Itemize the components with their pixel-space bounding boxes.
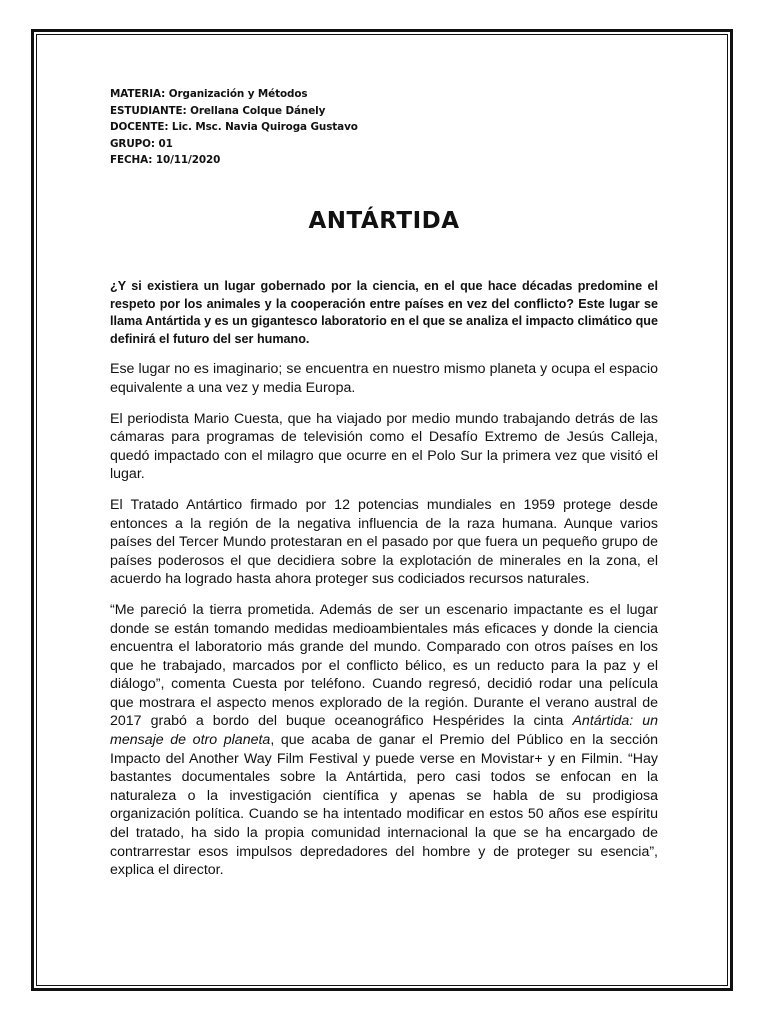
header-materia: MATERIA: Organización y Métodos	[110, 88, 308, 100]
document-body	[110, 278, 658, 892]
header-estudiante: ESTUDIANTE: Orellana Colque Dánely	[110, 104, 326, 117]
header-docente: DOCENTE: Lic. Msc. Navia Quiroga Gustavo	[110, 121, 358, 134]
quote-text-before: “Me pareció la tierra prometida. Además de ser un escenario impactante es el lugar donde se están tomando medidas medioambientales más eficaces y donde la ciencia encuentra el laboratorio más grande del mundo. Comparado con otros países en los que he trabajado, marcados por el conflicto bélico, es un reducto para la paz y el diálogo”, comenta Cuesta por teléfono. Cuando regresó, decidió rodar una película que mostrara el aspecto menos explorado de la región. Durante el verano austral de 2017 grabó a bordo del buque oceanográfico Hespérides la cinta	[110, 601, 658, 730]
film-title: Antártida: un mensaje de otro planeta	[110, 713, 658, 749]
header-grupo: GRUPO: 01	[110, 137, 173, 150]
paragraph-3: El Tratado Antártico firmado por 12 potencias mundiales en 1959 protege desde entonces a la región de la negativa influencia de la raza humana. Aunque varios países del Tercer Mundo protestaran en el pasado por que fuera un pequeño grupo de países poderosos el que decidiera sobre la explotación de minerales en la zona, el acuerdo ha logrado hasta ahora proteger sus codiciados recursos naturales.	[110, 496, 658, 588]
document-title: ANTÁRTIDA	[308, 208, 460, 234]
header-fecha: FECHA: 10/11/2020	[110, 154, 221, 167]
paragraph-4-quote	[110, 601, 658, 880]
paragraph-1: Ese lugar no es imaginario; se encuentra en nuestro mismo planeta y ocupa el espacio equivalente a una vez y media Europa.	[110, 361, 658, 396]
paragraph-2: El periodista Mario Cuesta, que ha viajado por medio mundo trabajando detrás de las cámaras para programas de televisión como el Desafío Extremo de Jesús Calleja, quedó impactado con el milagro que ocurre en el Polo Sur la primera vez que visitó el lugar.	[110, 410, 658, 483]
document-header	[110, 86, 670, 169]
quote-text-after: , que acaba de ganar el Premio del Público en la sección Impacto del Another Way Film Festival y puede verse en Movistar+ y en Filmin. “Hay bastantes documentales sobre la Antártida, pero casi todos se enfocan en la naturaleza o la investigación científica y apenas se habla de su prodigiosa organización política. Cuando se ha intentado modificar en estos 50 años ese espíritu del tratado, ha sido la propia comunidad internacional la que se ha encargado de contrarrestar esos impulsos depredadores del hombre y de proteger su esencia”, explica el director.	[110, 732, 658, 879]
lead-paragraph: ¿Y si existiera un lugar gobernado por la ciencia, en el que hace décadas predomine el respeto por los animales y la cooperación entre países en vez del conflicto? Este lugar se llama Antártida y es un gigantesco laboratorio en el que se analiza el impacto climático que definirá el futuro del ser humano.	[110, 279, 658, 346]
